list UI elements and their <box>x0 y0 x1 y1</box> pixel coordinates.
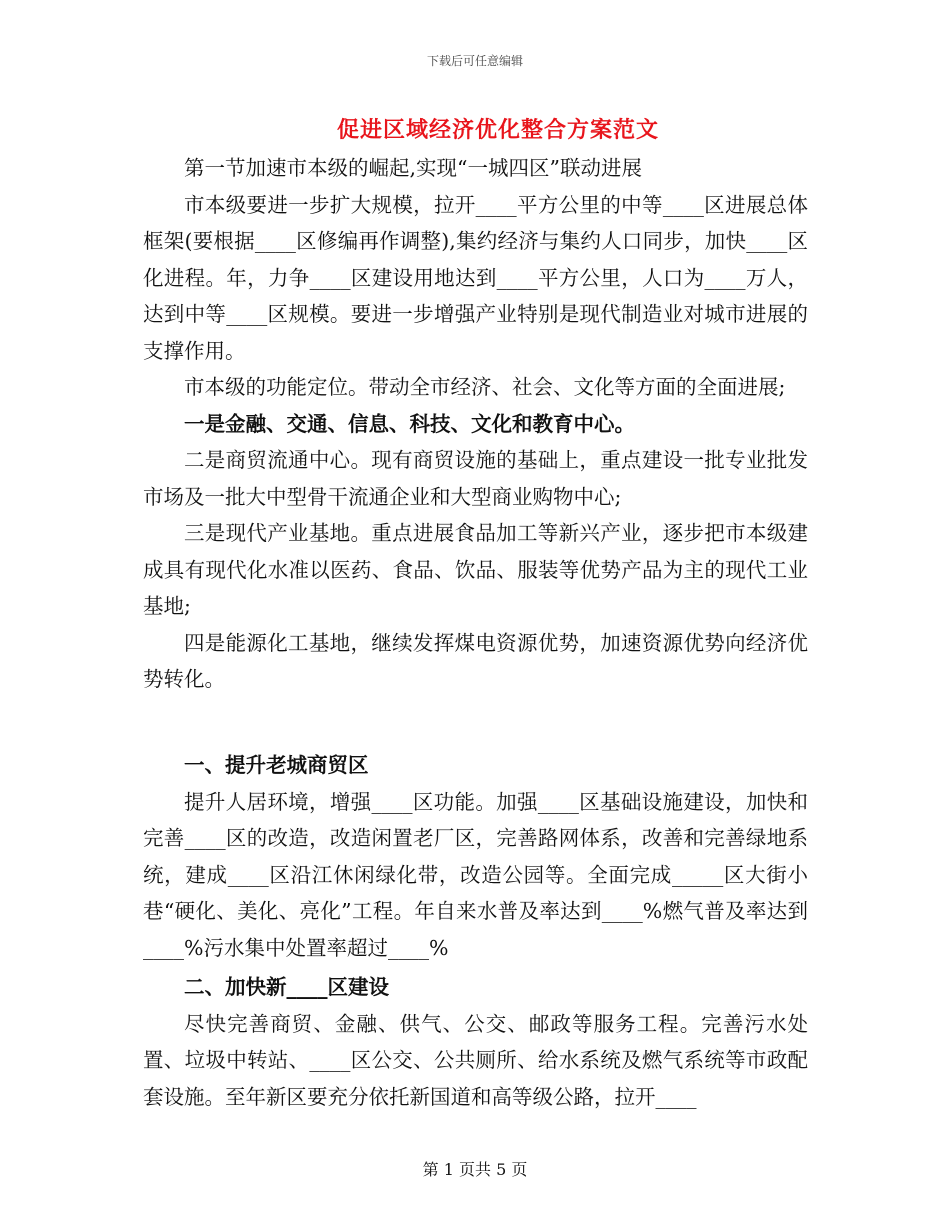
paragraph-scale-plan: 市本级要进一步扩大规模，拉开____平方公里的中等____区进展总体框架(要根据____区修编再作调整),集约经济与集约人口同步，加快____区化进程。年，力争____区建设用地达到____平方公里，人口为____万人，达到中等____区规模。要进一步增强产业特别是现代制造业对城市进展的支撑作用。 <box>143 192 808 363</box>
paragraph-item-four: 四是能源化工基地，继续发挥煤电资源优势，加速资源优势向经济优势转化。 <box>143 630 808 691</box>
paragraph-function-position: 市本级的功能定位。带动全市经济、社会、文化等方面的全面进展; <box>184 375 786 399</box>
section-one-heading: 一、提升老城商贸区 <box>184 753 369 777</box>
header-note: 下载后可任意编辑 <box>426 54 523 68</box>
intro-body <box>143 150 808 698</box>
page-footer: 第 1 页共 5 页 <box>422 1160 528 1179</box>
section-two-paragraph: 尽快完善商贸、金融、供气、公交、邮政等服务工程。完善污水处置、垃圾中转站、____区公交、公共厕所、给水系统及燃气系统等市政配套设施。至年新区要充分依托新国道和高等级公路，拉开____ <box>143 1011 808 1109</box>
section-one-paragraph: 提升人居环境，增强____区功能。加强____区基础设施建设，加快和完善____区的改造，改造闲置老厂区，完善路网体系，改善和完善绿地系统，建成____区沿江休闲绿化带，改造公园等。全面完成_____区大街小巷“硬化、美化、亮化”工程。年自来水普及率达到____%燃气普及率达到____%污水集中处置率超过____% <box>143 789 808 960</box>
paragraph-item-one: 一是金融、交通、信息、科技、文化和教育中心。 <box>184 411 635 436</box>
section-two-heading: 二、加快新____区建设 <box>184 975 389 999</box>
paragraph-item-two: 二是商贸流通中心。现有商贸设施的基础上，重点建设一批专业批发市场及一批大中型骨干流通企业和大型商业购物中心; <box>143 448 808 509</box>
paragraph-section-heading: 第一节加速市本级的崛起,实现“一城四区”联动进展 <box>184 156 642 180</box>
document-title: 促进区域经济优化整合方案范文 <box>336 117 659 143</box>
section-two <box>143 969 808 1115</box>
section-one <box>143 747 808 966</box>
paragraph-item-three: 三是现代产业基地。重点进展食品加工等新兴产业，逐步把市本级建成具有现代化水准以医药、食品、饮品、服装等优势产品为主的现代工业基地; <box>143 521 808 618</box>
